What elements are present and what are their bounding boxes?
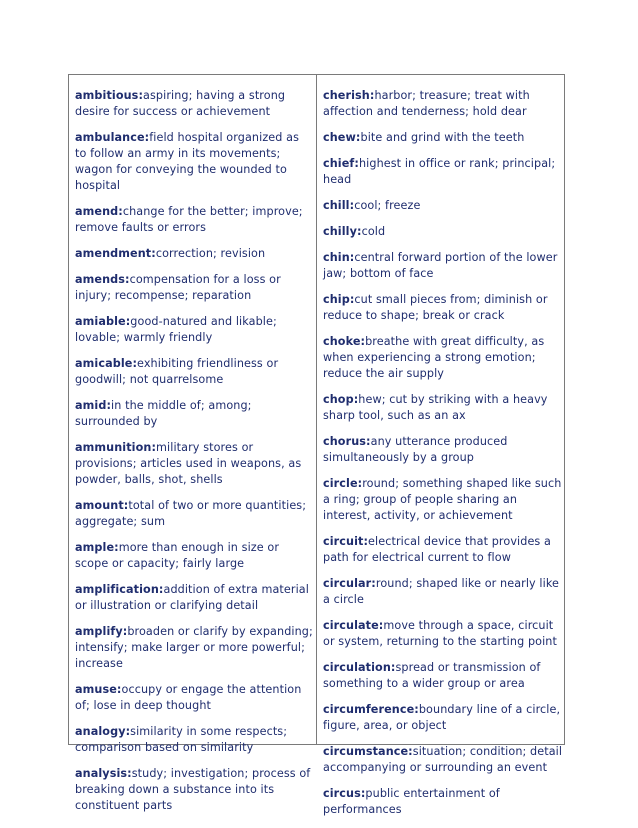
term: circle: xyxy=(323,477,363,490)
entry-ammunition xyxy=(75,440,313,488)
definition: round; shaped like or nearly like a circle xyxy=(323,577,560,606)
term: chop: xyxy=(323,393,359,406)
term: chew: xyxy=(323,131,361,144)
entry-circle xyxy=(323,476,563,524)
term: analysis: xyxy=(75,767,132,780)
term: amplification: xyxy=(75,583,164,596)
entry-circumference xyxy=(323,702,563,734)
definition: broaden or clarify by expanding; intensify; make larger or more powerful; increase xyxy=(75,625,313,670)
term: chin: xyxy=(323,251,355,264)
definition: any utterance produced simultaneously by a group xyxy=(323,435,508,464)
term: circulate: xyxy=(323,619,384,632)
entry-chill xyxy=(323,198,563,214)
entry-chip xyxy=(323,292,563,324)
left-column xyxy=(75,88,313,824)
entry-amid xyxy=(75,398,313,430)
definition: move through a space, circuit or system, returning to the starting point xyxy=(323,619,557,648)
entry-amuse xyxy=(75,682,313,714)
term: amiable: xyxy=(75,315,131,328)
term: circulation: xyxy=(323,661,396,674)
entry-ample xyxy=(75,540,313,572)
definition: addition of extra material or illustration or clarifying detail xyxy=(75,583,309,612)
term: amid: xyxy=(75,399,112,412)
definition: boundary line of a circle, figure, area, or object xyxy=(323,703,561,732)
entry-amount xyxy=(75,498,313,530)
term: amount: xyxy=(75,499,129,512)
definition: total of two or more quantities; aggregate; sum xyxy=(75,499,307,528)
definition: study; investigation; process of breaking down a substance into its constituent parts xyxy=(75,767,311,812)
definition: situation; condition; detail accompanying or surrounding an event xyxy=(323,745,563,774)
definition: bite and grind with the teeth xyxy=(360,131,525,144)
entry-amends xyxy=(75,272,313,304)
term: amend: xyxy=(75,205,123,218)
entry-chin xyxy=(323,250,563,282)
definition: cool; freeze xyxy=(354,199,421,212)
definition: compensation for a loss or injury; recompense; reparation xyxy=(75,273,281,302)
term: amendment: xyxy=(75,247,156,260)
definition: aspiring; having a strong desire for success or achievement xyxy=(75,89,286,118)
definition: electrical device that provides a path for electrical current to flow xyxy=(323,535,551,564)
term: chilly: xyxy=(323,225,362,238)
entry-ambulance xyxy=(75,130,313,194)
definition: military stores or provisions; articles used in weapons, as powder, balls, shot, shells xyxy=(75,441,302,486)
term: amicable: xyxy=(75,357,138,370)
term: ammunition: xyxy=(75,441,157,454)
entry-circuit xyxy=(323,534,563,566)
column-divider xyxy=(316,74,317,745)
entry-chew xyxy=(323,130,563,146)
term: chief: xyxy=(323,157,359,170)
definition: spread or transmission of something to a wider group or area xyxy=(323,661,541,690)
definition: breathe with great difficulty, as when experiencing a strong emotion; reduce the air supply xyxy=(323,335,545,380)
term: circumstance: xyxy=(323,745,413,758)
entry-amplification xyxy=(75,582,313,614)
definition: correction; revision xyxy=(155,247,266,260)
term: analogy: xyxy=(75,725,131,738)
entry-amiable xyxy=(75,314,313,346)
term: ambitious: xyxy=(75,89,144,102)
entry-analogy xyxy=(75,724,313,756)
term: chill: xyxy=(323,199,355,212)
entry-circumstance xyxy=(323,744,563,776)
entry-chorus xyxy=(323,434,563,466)
entry-chief xyxy=(323,156,563,188)
definition: more than enough in size or scope or capacity; fairly large xyxy=(75,541,280,570)
definition: exhibiting friendliness or goodwill; not quarrelsome xyxy=(75,357,279,386)
entry-analysis xyxy=(75,766,313,814)
definition: public entertainment of performances xyxy=(323,787,500,816)
definition: good-natured and likable; lovable; warmly friendly xyxy=(75,315,277,344)
entry-circus xyxy=(323,786,563,818)
definition: central forward portion of the lower jaw; bottom of face xyxy=(323,251,558,280)
term: amuse: xyxy=(75,683,122,696)
definition: similarity in some respects; comparison based on similarity xyxy=(75,725,288,754)
entry-cherish xyxy=(323,88,563,120)
definition: in the middle of; among; surrounded by xyxy=(75,399,252,428)
entry-amendment xyxy=(75,246,313,262)
term: amends: xyxy=(75,273,130,286)
right-column xyxy=(323,88,563,828)
entry-amend xyxy=(75,204,313,236)
entry-circular xyxy=(323,576,563,608)
definition: field hospital organized as to follow an army in its movements; wagon for conveying the wounded to hospital xyxy=(75,131,300,192)
term: circumference: xyxy=(323,703,419,716)
entry-choke xyxy=(323,334,563,382)
definition: cold xyxy=(361,225,386,238)
definition: cut small pieces from; diminish or reduce to shape; break or crack xyxy=(323,293,548,322)
definition: hew; cut by striking with a heavy sharp tool, such as an ax xyxy=(323,393,548,422)
term: circuit: xyxy=(323,535,369,548)
term: chorus: xyxy=(323,435,371,448)
term: cherish: xyxy=(323,89,375,102)
term: choke: xyxy=(323,335,366,348)
term: amplify: xyxy=(75,625,128,638)
term: circular: xyxy=(323,577,376,590)
entry-amicable xyxy=(75,356,313,388)
definition: change for the better; improve; remove faults or errors xyxy=(75,205,303,234)
entry-circulation xyxy=(323,660,563,692)
term: ambulance: xyxy=(75,131,150,144)
entry-circulate xyxy=(323,618,563,650)
term: chip: xyxy=(323,293,355,306)
entry-chilly xyxy=(323,224,563,240)
definition: occupy or engage the attention of; lose in deep thought xyxy=(75,683,302,712)
term: ample: xyxy=(75,541,119,554)
entry-amplify xyxy=(75,624,313,672)
definition: round; something shaped like such a ring; group of people sharing an interest, activity, or achievement xyxy=(323,477,562,522)
definition: harbor; treasure; treat with affection and tenderness; hold dear xyxy=(323,89,530,118)
definition: highest in office or rank; principal; head xyxy=(323,157,556,186)
entry-chop xyxy=(323,392,563,424)
entry-ambitious xyxy=(75,88,313,120)
term: circus: xyxy=(323,787,366,800)
